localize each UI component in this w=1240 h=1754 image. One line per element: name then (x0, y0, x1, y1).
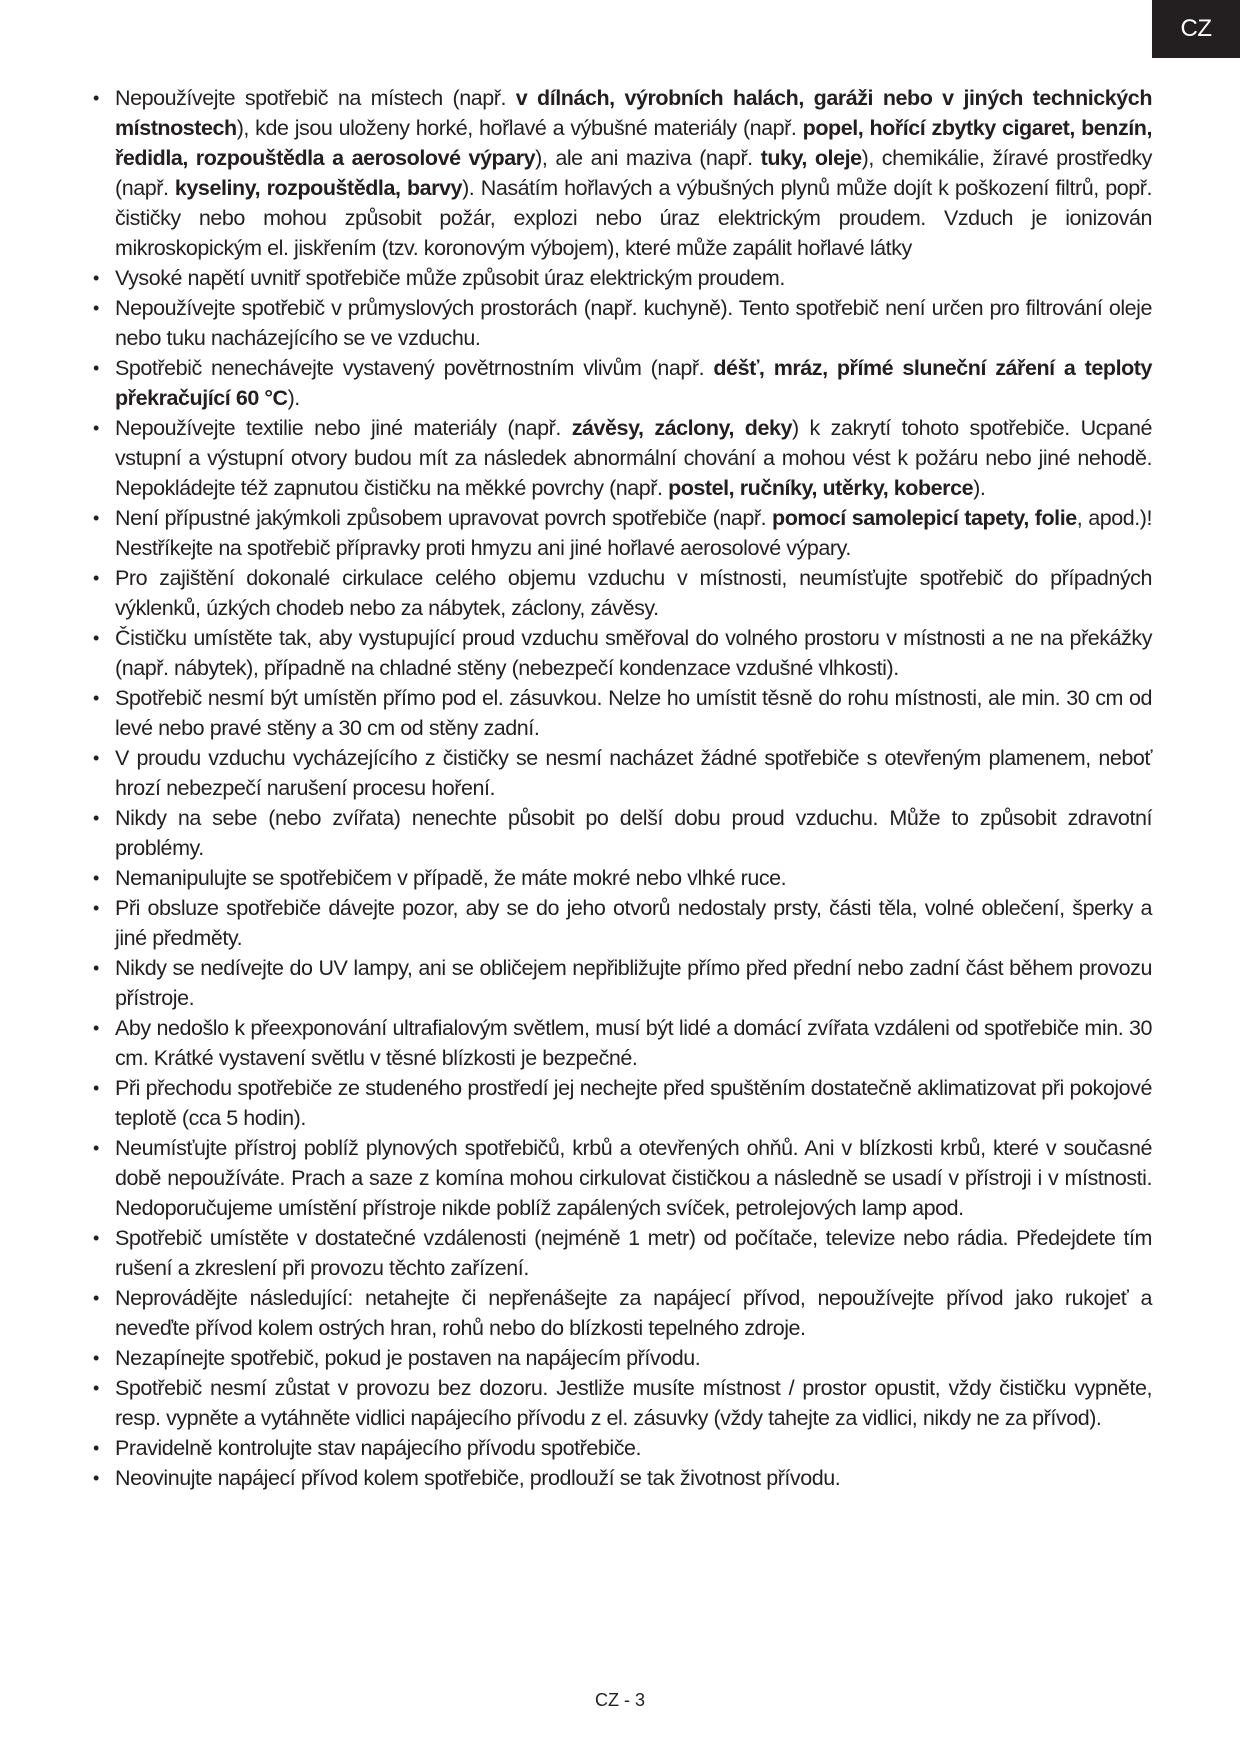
list-item (115, 1433, 1152, 1463)
text: Nikdy se nedívejte do UV lampy, ani se obličejem nepřibližujte přímo před přední nebo zadní část během provozu přístroje. (115, 956, 1152, 1010)
text: Spotřebič umístěte v dostatečné vzdálenosti (nejméně 1 metr) od počítače, televize nebo rádia. Předejdete tím rušení a zkreslení při provozu těchto zařízení. (115, 1226, 1152, 1280)
list-item (115, 953, 1152, 1013)
text: ). (973, 476, 986, 500)
list-item (115, 1073, 1152, 1133)
list-item (115, 1013, 1152, 1073)
bold-text: v dílnách, výrobních halách, garáži nebo v jiných technických místnostech (115, 86, 1152, 140)
list-item (115, 353, 1152, 413)
list-item (115, 863, 1152, 893)
list-item (115, 743, 1152, 803)
text: Nepoužívejte spotřebič na místech (např. (115, 86, 516, 110)
list-item (115, 563, 1152, 623)
text: Při přechodu spotřebiče ze studeného prostředí jej nechejte před spuštěním dostatečně aklimatizovat při pokojové teplotě (cca 5 hodin). (115, 1076, 1152, 1130)
bold-text: postel, ručníky, utěrky, koberce (668, 476, 974, 500)
text: ). Nasátím hořlavých a výbušných plynů může dojít k poškození filtrů, popř. čističky nebo mohou způsobit požár, explozi nebo úraz elektrickým proudem. Vzduch je ionizován mikroskopickým el. jiskřením (tzv. koronovým výbojem), které může zapálit hořlavé látky (115, 176, 1152, 260)
text: V proudu vzduchu vycházejícího z čističky se nesmí nacházet žádné spotřebiče s otevřeným plamenem, neboť hrozí nebezpečí narušení procesu hoření. (115, 746, 1152, 800)
text: Nemanipulujte se spotřebičem v případě, že máte mokré nebo vlhké ruce. (115, 866, 787, 890)
list-item (115, 803, 1152, 863)
text: Aby nedošlo k přeexponování ultrafialovým světlem, musí být lidé a domácí zvířata vzdáleni od spotřebiče min. 30 cm. Krátké vystavení světlu v těsné blízkosti je bezpečné. (115, 1016, 1152, 1070)
list-item (115, 623, 1152, 683)
bold-text: kyseliny, rozpouštědla, barvy (174, 176, 463, 200)
page-number: CZ - 3 (594, 1690, 645, 1710)
text: Nepoužívejte spotřebič v průmyslových prostorách (např. kuchyně). Tento spotřebič není určen pro filtrování oleje nebo tuku nacházejícího se ve vzduchu. (115, 296, 1152, 350)
bold-text: déšť, mráz, přímé sluneční záření a teploty překračující 60 °C (115, 356, 1153, 410)
text: Není přípustné jakýmkoli způsobem upravovat povrch spotřebiče (např. (115, 506, 773, 530)
text: Nikdy na sebe (nebo zvířata) nenechte působit po delší dobu proud vzduchu. Může to způsobit zdravotní problémy. (115, 806, 1152, 860)
text: Při obsluze spotřebiče dávejte pozor, aby se do jeho otvorů nedostaly prsty, části těla, volné oblečení, šperky a jiné předměty. (115, 896, 1152, 950)
language-tab (1152, 0, 1240, 58)
text: Neprovádějte následující: netahejte či nepřenášejte za napájecí přívod, nepoužívejte přívod jako rukojeť a neveďte přívod kolem ostrých hran, rohů nebo do blízkosti tepelného zdroje. (115, 1286, 1152, 1340)
text: ) k zakrytí tohoto spotřebiče. Ucpané vstupní a výstupní otvory budou mít za následek abnormální chování a mohou vést k požáru nebo jiné nehodě. Nepokládejte též zapnutou čističku na měkké povrchy (např. (115, 416, 1153, 500)
list-item (115, 1133, 1152, 1223)
text: , apod.)! Nestříkejte na spotřebič přípravky proti hmyzu ani jiné hořlavé aerosolové výpary. (115, 506, 1152, 560)
bold-text: pomocí samolepicí tapety, folie (772, 506, 1077, 530)
list-item (115, 83, 1152, 263)
text: Pro zajištění dokonalé cirkulace celého objemu vzduchu v místnosti, neumísťujte spotřebič do případných výklenků, úzkých chodeb nebo za nábytek, záclony, závěsy. (115, 566, 1152, 620)
list-item (115, 503, 1152, 563)
text: ), ale ani maziva (např. (535, 146, 761, 170)
text: Spotřebič nesmí být umístěn přímo pod el. zásuvkou. Nelze ho umístit těsně do rohu místnosti, ale min. 30 cm od levé nebo pravé stěny a 30 cm od stěny zadní. (115, 686, 1152, 740)
list-item (115, 1343, 1152, 1373)
bold-text: tuky, oleje (760, 146, 862, 170)
list-item (115, 1373, 1152, 1433)
text: Čističku umístěte tak, aby vystupující proud vzduchu směřoval do volného prostoru v místnosti a ne na překážky (např. nábytek), případně na chladné stěny (nebezpečí kondenzace vzdušné vlhkosti). (115, 626, 1152, 680)
list-item (115, 413, 1152, 503)
safety-instructions-list (115, 83, 1152, 1493)
text: Vysoké napětí uvnitř spotřebiče může způsobit úraz elektrickým proudem. (115, 266, 785, 290)
text: ), chemikálie, žíravé prostředky (např. (115, 146, 1152, 200)
list-item (115, 1463, 1152, 1493)
list-item (115, 683, 1152, 743)
text: Neovinujte napájecí přívod kolem spotřebiče, prodlouží se tak životnost přívodu. (115, 1466, 841, 1490)
list-item (115, 1223, 1152, 1283)
language-label: CZ (1180, 15, 1212, 42)
bold-text: závěsy, záclony, deky (571, 416, 792, 440)
list-item (115, 893, 1152, 953)
text: Nezapínejte spotřebič, pokud je postaven na napájecím přívodu. (115, 1346, 701, 1370)
text: Pravidelně kontrolujte stav napájecího přívodu spotřebiče. (115, 1436, 642, 1460)
text: Spotřebič nenechávejte vystavený povětrnostním vlivům (např. (115, 356, 714, 380)
text: Neumísťujte přístroj poblíž plynových spotřebičů, krbů a otevřených ohňů. Ani v blízkosti krbů, které v současné době nepoužíváte. Prach a saze z komína mohou cirkulovat čističkou a následně se usadí v přístroji i v místnosti. Nedoporučujeme umístění přístroje nikde poblíž zapálených svíček, petrolejových lamp apod. (115, 1136, 1152, 1220)
text: Spotřebič nesmí zůstat v provozu bez dozoru. Jestliže musíte místnost / prostor opustit, vždy čističku vypněte, resp. vypněte a vytáhněte vidlici napájecího přívodu z el. zásuvky (vždy tahejte za vidlici, nikdy ne za přívod). (115, 1376, 1152, 1430)
list-item (115, 263, 1152, 293)
bold-text: popel, hořící zbytky cigaret, benzín, ředidla, rozpouštědla a aerosolové výpary (115, 116, 1152, 170)
text: ). (287, 386, 300, 410)
text: ), kde jsou uloženy horké, hořlavé a výbušné materiály (např. (236, 116, 803, 140)
list-item (115, 1283, 1152, 1343)
list-item (115, 293, 1152, 353)
text: Nepoužívejte textilie nebo jiné materiály (např. (115, 416, 572, 440)
